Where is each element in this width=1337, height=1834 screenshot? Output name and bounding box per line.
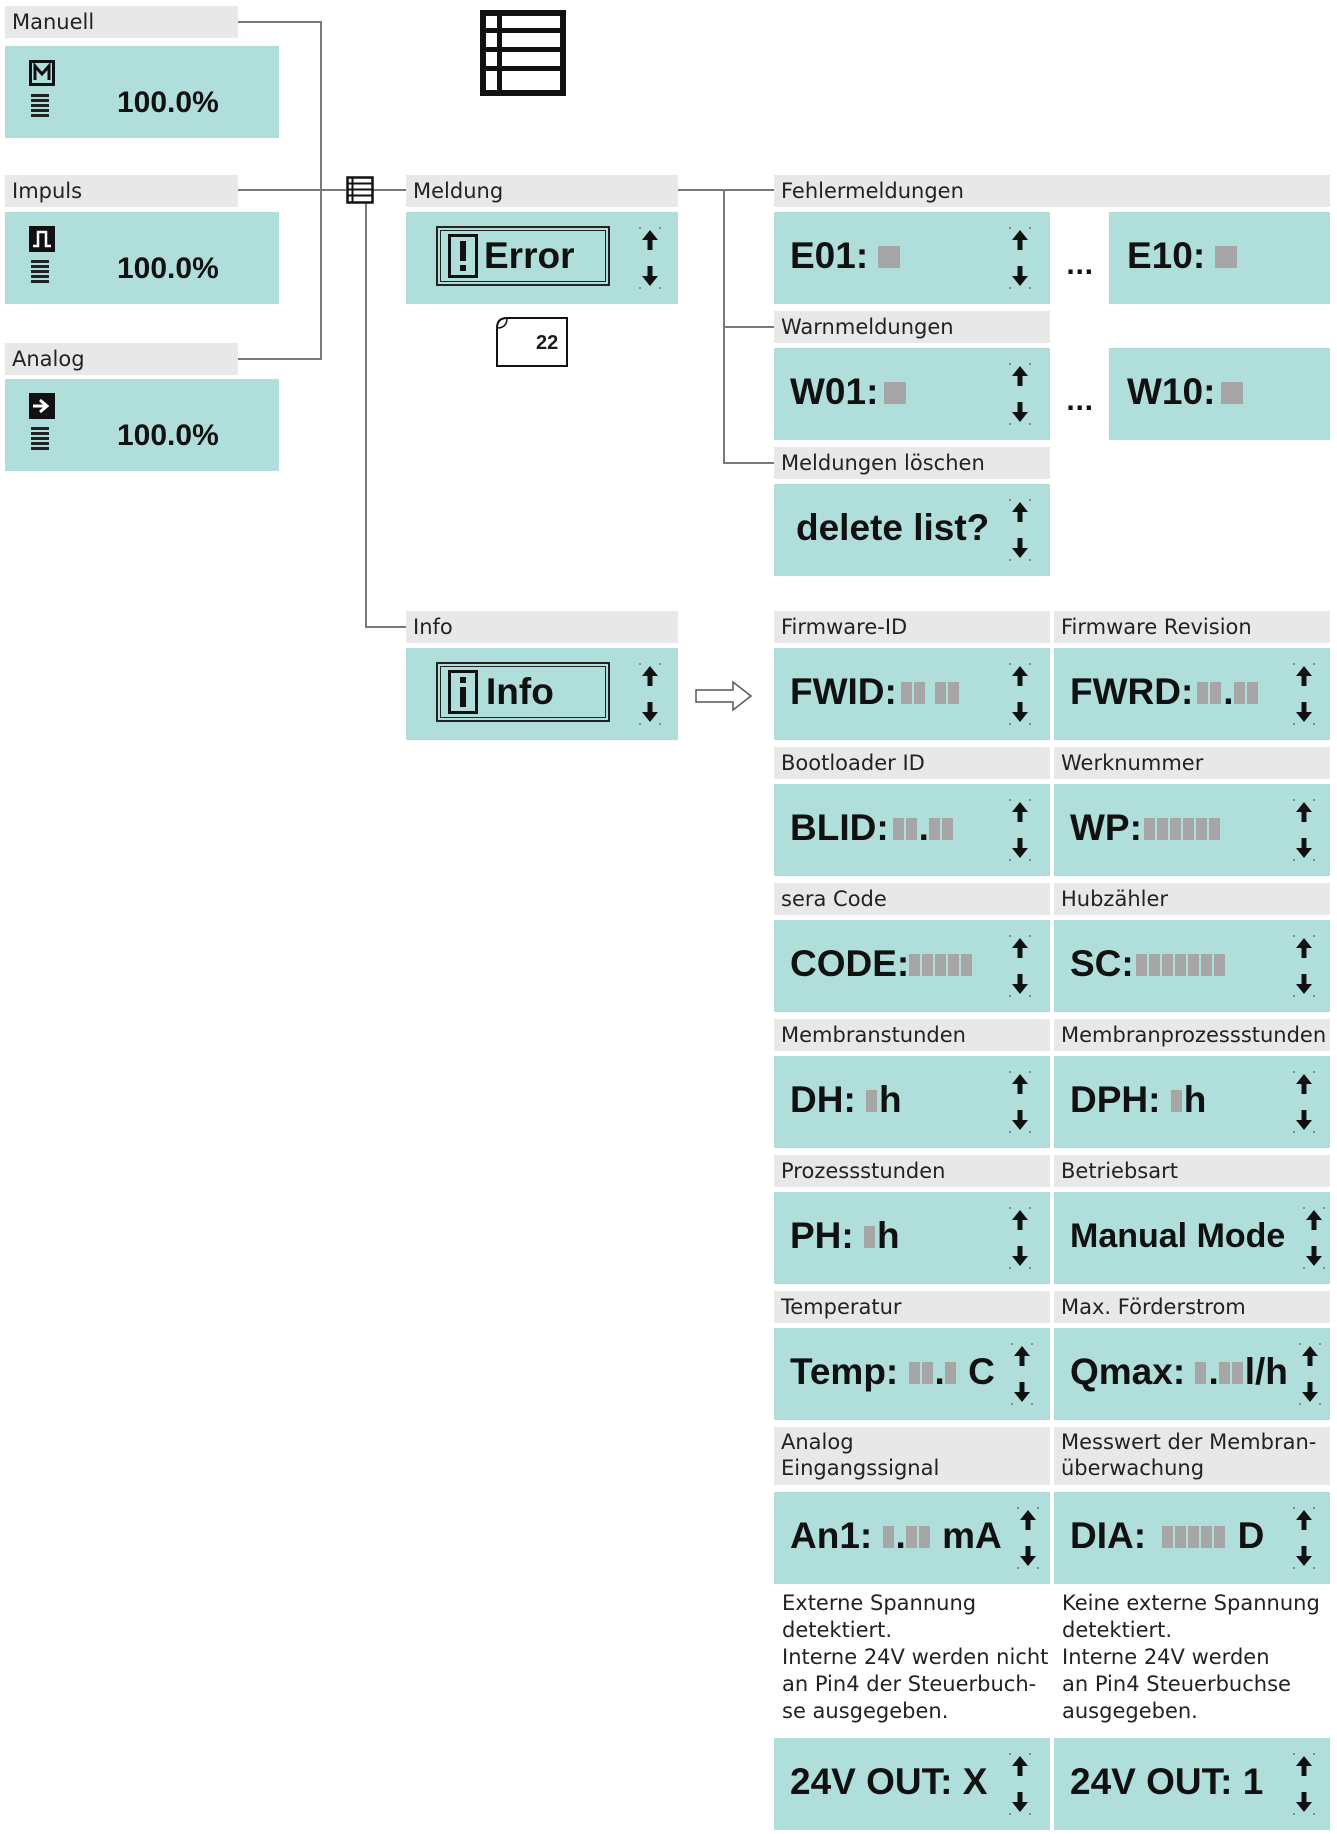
temp-label: Temperatur bbox=[774, 1291, 1050, 1323]
meldung-display[interactable] bbox=[406, 212, 678, 304]
up-down-arrows-icon[interactable] bbox=[1296, 1342, 1324, 1406]
qmax-display[interactable] bbox=[1054, 1328, 1330, 1420]
mode-label-impuls: Impuls bbox=[5, 175, 238, 207]
mode-value: 100.0% bbox=[117, 86, 219, 119]
v24x-text: 24V OUT: X bbox=[790, 1761, 988, 1802]
info-display[interactable] bbox=[406, 648, 678, 740]
warn-last-text: W10: bbox=[1127, 372, 1243, 412]
mode-display[interactable] bbox=[1054, 1192, 1330, 1284]
up-down-arrows-icon[interactable] bbox=[1290, 934, 1318, 998]
right-arrow-icon bbox=[695, 680, 753, 712]
connector-meldung-right bbox=[678, 189, 774, 191]
pulse-mode-icon bbox=[29, 226, 55, 252]
fwid-label: Firmware-ID bbox=[774, 611, 1050, 643]
delete-text: delete list? bbox=[796, 507, 990, 548]
error-last-display[interactable] bbox=[1109, 212, 1330, 304]
up-down-arrows-icon[interactable] bbox=[1290, 662, 1318, 726]
info-text: Info bbox=[486, 671, 554, 712]
warn-last-display[interactable] bbox=[1109, 348, 1330, 440]
code-text: CODE: bbox=[790, 944, 974, 984]
temp-text: Temp: . C bbox=[790, 1351, 995, 1392]
analog-mode-icon bbox=[29, 393, 55, 419]
v241-text: 24V OUT: 1 bbox=[1070, 1761, 1264, 1802]
mode-label: Betriebsart bbox=[1054, 1155, 1330, 1187]
up-down-arrows-icon[interactable] bbox=[636, 662, 664, 726]
code-label: sera Code bbox=[774, 883, 1050, 915]
connector-impuls bbox=[238, 189, 346, 191]
dph-text: DPH: h bbox=[1070, 1079, 1207, 1120]
up-down-arrows-icon[interactable] bbox=[1006, 226, 1034, 290]
dia-text: DIA: D bbox=[1070, 1515, 1265, 1556]
dia-display[interactable] bbox=[1054, 1492, 1330, 1584]
connector-warn bbox=[723, 326, 774, 328]
connector-manuell bbox=[238, 21, 320, 23]
fehler-label: Fehlermeldungen bbox=[774, 175, 1330, 207]
placeholder-block bbox=[1215, 246, 1237, 268]
mode-display-impuls[interactable] bbox=[5, 212, 279, 304]
info-icon bbox=[448, 670, 478, 714]
list-icon bbox=[31, 94, 53, 118]
mode-value: 100.0% bbox=[117, 419, 219, 452]
dia-label: Messwert der Membran- überwachung bbox=[1054, 1427, 1330, 1485]
an1-text: An1: . mA bbox=[790, 1515, 1002, 1556]
an1-label: Analog Eingangssignal bbox=[774, 1427, 1050, 1485]
menu-list-icon-small bbox=[346, 176, 374, 204]
mode-label-analog: Analog bbox=[5, 343, 238, 375]
up-down-arrows-icon[interactable] bbox=[1300, 1206, 1328, 1270]
wp-display[interactable] bbox=[1054, 784, 1330, 876]
fwrd-text: FWRD: . bbox=[1070, 672, 1260, 712]
up-down-arrows-icon[interactable] bbox=[1290, 798, 1318, 862]
sc-display[interactable] bbox=[1054, 920, 1330, 1012]
manual-mode-icon bbox=[29, 60, 55, 86]
up-down-arrows-icon[interactable] bbox=[1006, 798, 1034, 862]
up-down-arrows-icon[interactable] bbox=[1006, 362, 1034, 426]
qmax-label: Max. Förderstrom bbox=[1054, 1291, 1330, 1323]
meldung-label: Meldung bbox=[406, 175, 678, 207]
dph-label: Membranprozessstunden bbox=[1054, 1019, 1330, 1051]
qmax-text: Qmax: . l/h bbox=[1070, 1351, 1288, 1392]
dh-label: Membranstunden bbox=[774, 1019, 1050, 1051]
error-text: Error bbox=[484, 235, 575, 276]
code-display[interactable] bbox=[774, 920, 1050, 1012]
blid-label: Bootloader ID bbox=[774, 747, 1050, 779]
up-down-arrows-icon[interactable] bbox=[1290, 1506, 1318, 1570]
up-down-arrows-icon[interactable] bbox=[1006, 1070, 1034, 1134]
v24x-note: Externe Spannung detektiert. Interne 24V werden nicht an Pin4 der Steuerbuch- se ausgegeben. bbox=[782, 1591, 1049, 1723]
mode-display-analog[interactable] bbox=[5, 379, 279, 471]
connector-to-info bbox=[365, 626, 406, 628]
ellipsis: ... bbox=[1066, 388, 1094, 416]
error-first-display[interactable] bbox=[774, 212, 1050, 304]
blid-display[interactable] bbox=[774, 784, 1050, 876]
up-down-arrows-icon[interactable] bbox=[1008, 1342, 1036, 1406]
connector-delete bbox=[723, 462, 774, 464]
v241-display[interactable] bbox=[1054, 1738, 1330, 1830]
mode-value: 100.0% bbox=[117, 252, 219, 285]
placeholder-block bbox=[1221, 382, 1243, 404]
fwid-display[interactable] bbox=[774, 648, 1050, 740]
fwrd-label: Firmware Revision bbox=[1054, 611, 1330, 643]
list-icon bbox=[31, 427, 53, 451]
up-down-arrows-icon[interactable] bbox=[636, 226, 664, 290]
mode-label-manuell: Manuell bbox=[5, 6, 238, 38]
connector-menu-vertical bbox=[365, 202, 367, 627]
dph-display[interactable] bbox=[1054, 1056, 1330, 1148]
ellipsis: ... bbox=[1066, 252, 1094, 280]
sc-text: SC: bbox=[1070, 944, 1227, 984]
mode-text: Manual Mode bbox=[1070, 1217, 1286, 1255]
dh-text: DH: h bbox=[790, 1079, 902, 1120]
temp-display[interactable] bbox=[774, 1328, 1050, 1420]
dh-display[interactable] bbox=[774, 1056, 1050, 1148]
ph-text: PH: h bbox=[790, 1215, 900, 1256]
list-icon bbox=[31, 260, 53, 284]
wp-label: Werknummer bbox=[1054, 747, 1330, 779]
up-down-arrows-icon[interactable] bbox=[1290, 1752, 1318, 1816]
exclamation-icon bbox=[448, 234, 478, 278]
v24x-display[interactable] bbox=[774, 1738, 1050, 1830]
blid-text: BLID: . bbox=[790, 808, 955, 848]
up-down-arrows-icon[interactable] bbox=[1006, 662, 1034, 726]
up-down-arrows-icon[interactable] bbox=[1006, 1752, 1034, 1816]
mode-display-manuell[interactable] bbox=[5, 46, 279, 138]
placeholder-block bbox=[884, 382, 906, 404]
error-last-text: E10: bbox=[1127, 236, 1237, 276]
ph-display[interactable] bbox=[774, 1192, 1050, 1284]
delete-label: Meldungen löschen bbox=[774, 447, 1050, 479]
an1-display[interactable] bbox=[774, 1492, 1050, 1584]
warn-first-text: W01: bbox=[790, 372, 906, 412]
up-down-arrows-icon[interactable] bbox=[1014, 1506, 1042, 1570]
up-down-arrows-icon[interactable] bbox=[1006, 498, 1034, 562]
up-down-arrows-icon[interactable] bbox=[1006, 1206, 1034, 1270]
warn-label: Warnmeldungen bbox=[774, 311, 1050, 343]
info-label: Info bbox=[406, 611, 678, 643]
wp-text: WP: bbox=[1070, 808, 1222, 848]
up-down-arrows-icon[interactable] bbox=[1006, 934, 1034, 998]
placeholder-block bbox=[878, 246, 900, 268]
error-first-text: E01: bbox=[790, 236, 900, 276]
fwrd-display[interactable] bbox=[1054, 648, 1330, 740]
fwid-text: FWID: bbox=[790, 672, 961, 712]
delete-display[interactable] bbox=[774, 484, 1050, 576]
up-down-arrows-icon[interactable] bbox=[1290, 1070, 1318, 1134]
v241-note: Keine externe Spannung detektiert. Interne 24V werden an Pin4 Steuerbuchse ausgegeben. bbox=[1062, 1591, 1320, 1723]
page-reference: 22 bbox=[536, 332, 559, 354]
connector-to-meldung bbox=[372, 189, 406, 191]
warn-first-display[interactable] bbox=[774, 348, 1050, 440]
connector-analog bbox=[238, 358, 320, 360]
menu-list-icon-large bbox=[480, 10, 566, 96]
sc-label: Hubzähler bbox=[1054, 883, 1330, 915]
ph-label: Prozessstunden bbox=[774, 1155, 1050, 1187]
